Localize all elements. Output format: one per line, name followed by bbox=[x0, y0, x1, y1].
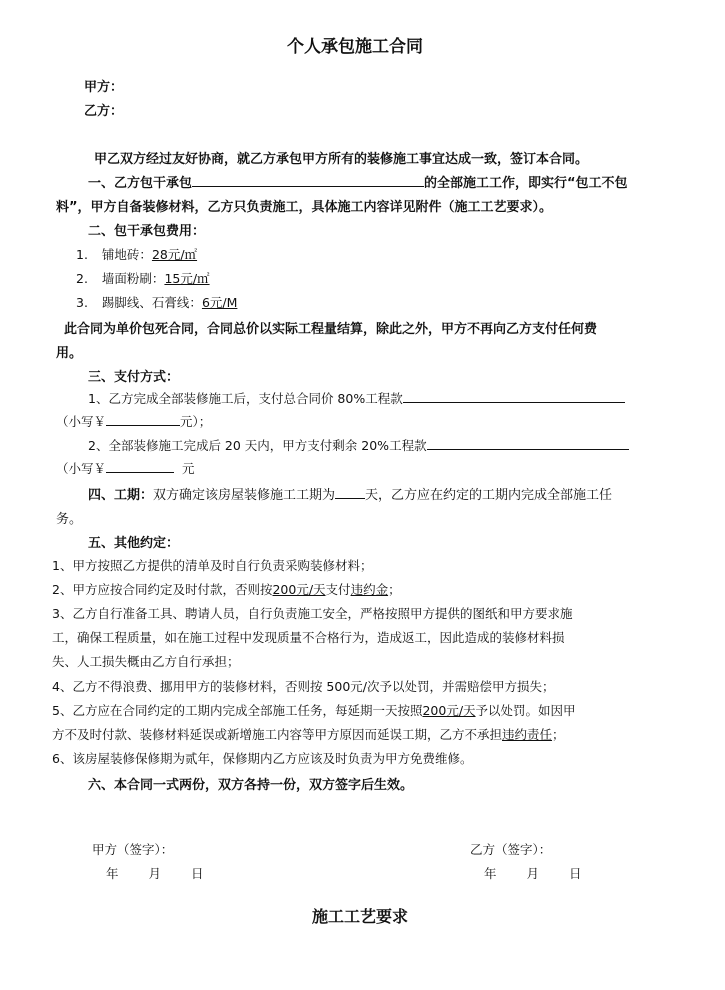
section-1-tail: 的全部施工工作，即实行“包工不包 bbox=[424, 176, 628, 191]
section-5-heading: 五、其他约定： bbox=[88, 536, 180, 551]
section-3-heading: 三、支付方式： bbox=[88, 370, 180, 385]
date-day: 日 bbox=[191, 866, 204, 881]
date-month: 月 bbox=[526, 866, 540, 881]
clause-5-liability: 违约责任 bbox=[502, 727, 553, 742]
section-2-heading: 二、包干承包费用： bbox=[88, 224, 206, 239]
payment-1-small-line bbox=[56, 412, 211, 430]
payment-2-small-blank bbox=[106, 459, 174, 473]
payment-2-small-unit: 元 bbox=[182, 461, 195, 476]
clause-5-line-2 bbox=[52, 725, 565, 743]
payment-2-text: 2、全部装修施工完成后 20 天内，甲方支付剩余 20%工程款 bbox=[88, 438, 427, 453]
work-period-blank bbox=[335, 485, 365, 499]
date-year: 年 bbox=[106, 866, 119, 881]
clause-3-line-3: 失、人工损失概由乙方自行承担； bbox=[52, 654, 240, 669]
clause-2 bbox=[52, 580, 401, 598]
clause-3-line-2: 工，确保工程质量，如在施工过程中发现质量不合格行为，造成返工，因此造成的装修材料损 bbox=[52, 630, 565, 645]
party-a-label: 甲方： bbox=[84, 80, 124, 95]
clause-1: 1、甲方按照乙方提供的清单及时自行负责采购装修材料； bbox=[52, 558, 373, 573]
contract-scope-blank bbox=[192, 173, 424, 187]
fee-item-number: 1. bbox=[76, 247, 88, 262]
section-1-lead: 一、乙方包干承包 bbox=[88, 176, 193, 191]
fee-item-value: 6元/M bbox=[201, 295, 238, 310]
intro-paragraph: 甲乙双方经过友好协商，就乙方承包甲方所有的装修施工事宜达成一致，签订本合同。 bbox=[94, 152, 589, 167]
payment-1-text: 1、乙方完成全部装修施工后，支付总合同价 80%工程款 bbox=[88, 391, 403, 406]
fee-item-value: 28元/㎡ bbox=[151, 247, 198, 262]
fee-item-number: 2. bbox=[76, 271, 88, 286]
fee-item-label: 墙面粉刷： bbox=[101, 271, 165, 286]
clause-5-rate: 200元/天 bbox=[422, 703, 476, 718]
payment-1-small-label: （小写￥ bbox=[56, 414, 107, 429]
section-4-heading: 四、工期： bbox=[88, 488, 154, 503]
clause-5-text-a: 5、乙方应在合同约定的工期内完成全部施工任务，每延期一天按照 bbox=[52, 703, 423, 718]
party-b-label: 乙方： bbox=[84, 104, 124, 119]
date-year: 年 bbox=[484, 866, 497, 881]
clause-2-penalty: 违约金 bbox=[350, 582, 389, 597]
clause-2-text-b: 支付 bbox=[325, 582, 351, 597]
fee-item-label: 踢脚线、石膏线： bbox=[101, 295, 202, 310]
clause-3-line-1: 3、乙方自行准备工具、聘请人员，自行负责施工安全，严格按照甲方提供的图纸和甲方要求施 bbox=[52, 606, 573, 621]
section-6: 六、本合同一式两份，双方各持一份，双方签字后生效。 bbox=[88, 778, 414, 793]
unit-price-note-2: 用。 bbox=[56, 346, 83, 361]
section-1-line-2: 料”，甲方自备装修材料，乙方只负责施工，具体施工内容详见附件（施工工艺要求）。 bbox=[56, 200, 553, 215]
clause-5-line-1 bbox=[52, 701, 576, 719]
section-4-line-2: 务。 bbox=[56, 512, 83, 527]
fee-item-value: 15元/㎡ bbox=[164, 271, 210, 286]
clause-6: 6、该房屋装修保修期为贰年，保修期内乙方应该及时负责为甲方免费维修。 bbox=[52, 751, 473, 766]
date-day: 日 bbox=[569, 866, 582, 881]
payment-2-line bbox=[88, 436, 629, 454]
date-month: 月 bbox=[148, 866, 162, 881]
section-1-line bbox=[88, 172, 628, 191]
fee-item bbox=[76, 245, 197, 263]
party-b-date bbox=[484, 864, 582, 882]
party-a-date bbox=[106, 864, 204, 882]
payment-2-small-line bbox=[56, 459, 195, 477]
appendix-title: 施工工艺要求 bbox=[312, 907, 409, 926]
section-4-text-b: 天，乙方应在约定的工期内完成全部施工任 bbox=[365, 488, 613, 503]
clause-4: 4、乙方不得浪费、挪用甲方的装修材料，否则按 500元/次予以处罚，并需赔偿甲方损失； bbox=[52, 679, 555, 694]
clause-2-text-c: ； bbox=[388, 582, 401, 597]
page-title: 个人承包施工合同 bbox=[287, 37, 423, 57]
payment-1-amount-blank bbox=[403, 389, 625, 403]
clause-5-text-b: 予以处罚。如因甲 bbox=[475, 703, 576, 718]
fee-item bbox=[76, 293, 237, 311]
section-4-line bbox=[88, 484, 612, 503]
clause-2-rate: 200元/天 bbox=[272, 582, 326, 597]
fee-item-number: 3. bbox=[76, 295, 88, 310]
party-a-signature-label: 甲方（签字）： bbox=[92, 842, 174, 857]
fee-item-label: 铺地砖： bbox=[101, 247, 152, 262]
unit-price-note: 此合同为单价包死合同，合同总价以实际工程量结算，除此之外，甲方不再向乙方支付任何费 bbox=[64, 322, 598, 337]
section-4-text-a: 双方确定该房屋装修施工工期为 bbox=[153, 488, 336, 503]
payment-1-small-unit: 元）； bbox=[180, 414, 212, 429]
payment-1-line bbox=[88, 389, 625, 407]
clause-2-text-a: 2、甲方应按合同约定及时付款，否则按 bbox=[52, 582, 273, 597]
payment-2-amount-blank bbox=[427, 436, 629, 450]
payment-2-small-label: （小写￥ bbox=[56, 461, 107, 476]
payment-1-small-blank bbox=[106, 412, 180, 426]
clause-5-text-c: 方不及时付款、装修材料延误或新增施工内容等甲方原因而延误工期，乙方不承担 bbox=[52, 727, 503, 742]
fee-item bbox=[76, 269, 210, 287]
party-b-signature-label: 乙方（签字）： bbox=[470, 842, 552, 857]
clause-5-text-d: ； bbox=[552, 727, 565, 742]
